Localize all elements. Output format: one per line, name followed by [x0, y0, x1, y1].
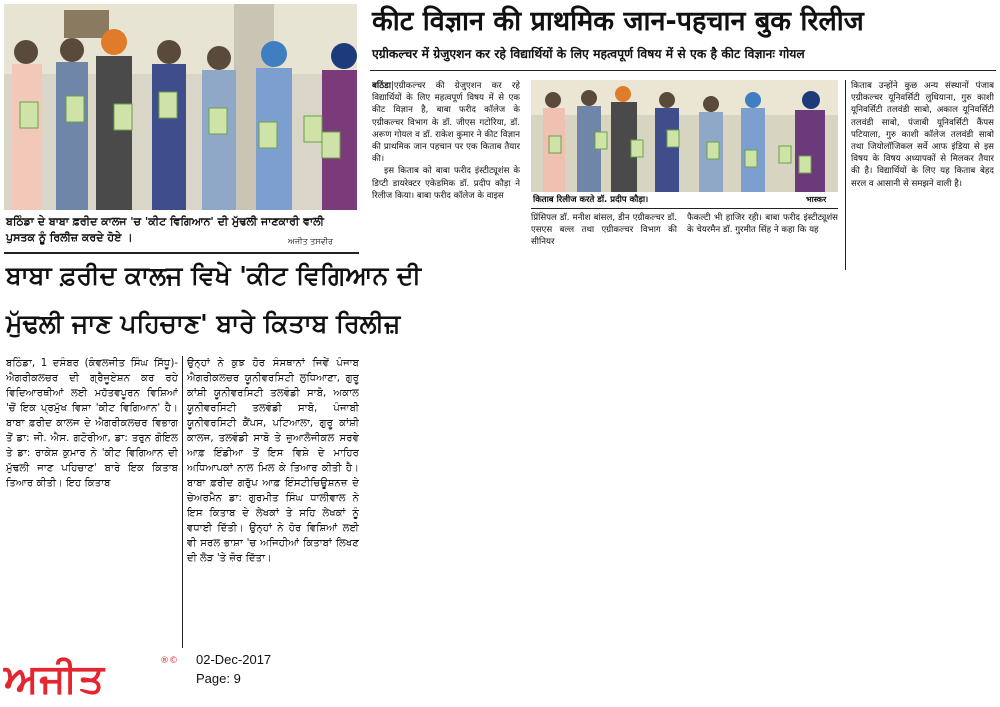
hindi-column-1-para2: इस किताब को बाबा फरीद इंस्टीट्यूशंस के डिप्टी डायरेक्टर एकेडमिक डॉ. प्रदीप कौड़ा ने रिलीज किया। बाबा फरीद कॉलेज के वाइस — [372, 166, 520, 201]
ajit-logo: ਅਜੀਤ — [4, 656, 106, 702]
book-release-group-photo — [4, 4, 357, 210]
punjabi-photo-caption-text: ਬਠਿੰਡਾ ਦੇ ਬਾਬਾ ਫ਼ਰੀਦ ਕਾਲਜ 'ਚ 'ਕੀਟ ਵਿਗਿਆਨ' ਦੀ ਮੁੱਢਲੀ ਜਾਣਕਾਰੀ ਵਾਲੀ ਪੁਸਤਕ ਨੂੰ ਰਿਲੀਜ਼ ਕਰਦੇ ਹੋਏ । — [6, 215, 324, 244]
punjabi-column-divider — [182, 356, 183, 648]
punjabi-headline-line1: ਬਾਬਾ ਫ਼ਰੀਦ ਕਾਲਜ ਵਿਖੇ 'ਕੀਟ ਵਿਗਿਆਨ ਦੀ — [6, 261, 421, 290]
hindi-column-1-body: एग्रीकल्चर की ग्रेजुएशन कर रहे विद्यार्थियों के लिए महत्वपूर्ण विषय में से एक कीट विज्ञान है, बाबा फरीद कॉलेज के एग्रीकल्चर विभाग के डॉ. जीएस गटोरिया, डॉ. अरूण गोयल व डॉ. राकेश कुमार ने कीट विज्ञान की प्राथमिक जान पहचान पर एक किताब तैयार की। — [372, 81, 520, 165]
ajit-logo-mark: ®© — [160, 656, 178, 666]
page-number: Page: 9 — [196, 671, 241, 686]
punjabi-photo-credit: ਅਜੀਤ ਤਸਵੀਰ — [288, 237, 333, 246]
edition-date: 02-Dec-2017 — [196, 652, 272, 667]
hindi-headline: कीट विज्ञान की प्राथमिक जान-पहचान बुक रिलीज — [372, 6, 864, 37]
hindi-bottom-column-1: प्रिंसिपल डॉ. मनीश बांसल, डीन एग्रीकल्चर डॉ. एसएस बल्ल तथा एग्रीकल्चर विभाग की सीनियर — [531, 213, 677, 248]
hindi-bottom-column-2: फैकल्टी भी हाजिर रही। बाबा फरीद इंस्टीट्यूशंस के चेयरमैन डॉ. गुरमीत सिंह ने कहा कि यह — [687, 213, 838, 236]
punjabi-caption-rule — [4, 252, 359, 254]
hindi-subheadline: एग्रीकल्चर में ग्रेजुएशन कर रहे विद्यार्थियों के लिए महत्वपूर्ण विषय में से एक है कीट विज्ञानः गोयल — [372, 47, 805, 61]
hindi-caption-rule — [531, 208, 838, 209]
hindi-photo-credit: भास्कर — [806, 195, 827, 204]
hindi-column-1: बठिंडा|एग्रीकल्चर की ग्रेजुएशन कर रहे विद्यार्थियों के लिए महत्वपूर्ण विषय में से एक कीट विज्ञान है, बाबा फरीद कॉलेज के एग्रीकल्चर विभाग के डॉ. जीएस गटोरिया, डॉ. अरूण गोयल व डॉ. राकेश कुमार ने कीट विज्ञान की प्राथमिक जान पहचान पर एक किताब तैयार की। इस किताब को बाबा फरीद इंस्टीट्यूशंस के डिप्टी डायरेक्टर एकेडमिक डॉ. प्रदीप कौड़ा ने रिलीज किया। बाबा फरीद कॉलेज के वाइस — [372, 81, 520, 201]
hindi-column-divider — [845, 80, 846, 270]
punjabi-column-1: ਬਠਿੰਡਾ, 1 ਦਸੰਬਰ (ਕੰਵਲਜੀਤ ਸਿੰਘ ਸਿੱਧੂ)-ਐਗਰੀਕਲਚਰ ਦੀ ਗ੍ਰੈਜੂਏਸ਼ਨ ਕਰ ਰਹੇ ਵਿਦਿਆਰਥੀਆਂ ਲਈ ਮਹੱਤਵਪੂਰਨ ਵਿਸ਼ਿਆਂ 'ਚੋਂ ਇਕ ਪ੍ਰਮੁੱਖ ਵਿਸ਼ਾ 'ਕੀਟ ਵਿਗਿਆਨ' ਹੈ। ਬਾਬਾ ਫ਼ਰੀਦ ਕਾਲਜ ਦੇ ਐਗਰੀਕਲਚਰ ਵਿਭਾਗ ਤੋਂ ਡਾ: ਜੀ. ਐਸ. ਗਟੋਰੀਆ, ਡਾ: ਤਰੁਨ ਗੋਇਲ ਤੇ ਡਾ: ਰਾਕੇਸ਼ ਕੁਮਾਰ ਨੇ 'ਕੀਟ ਵਿਗਿਆਨ ਦੀ ਮੁੱਢਲੀ ਜਾਣ ਪਹਿਚਾਣ' ਬਾਰੇ ਇਕ ਕਿਤਾਬ ਤਿਆਰ ਕੀਤੀ। ਇਹ ਕਿਤਾਬ — [6, 358, 178, 489]
punjabi-headline-line2: ਮੁੱਢਲੀ ਜਾਣ ਪਹਿਚਾਣ' ਬਾਰੇ ਕਿਤਾਬ ਰਿਲੀਜ਼ — [6, 309, 401, 338]
punjabi-column-2: ਉਨ੍ਹਾਂ ਨੇ ਕੁਝ ਹੋਰ ਸੰਸਥਾਨਾਂ ਜਿਵੇਂ ਪੰਜਾਬ ਐਗਰੀਕਲਚਰ ਯੂਨੀਵਰਸਿਟੀ ਲੁਧਿਆਣਾ, ਗੁਰੂ ਕਾਂਸ਼ੀ ਯੂਨੀਵਰਸਿਟੀ ਤਲਵੰਡੀ ਸਾਬੋ, ਅਕਾਲ ਯੂਨੀਵਰਸਿਟੀ ਤਲਵੰਡੀ ਸਾਬੋ, ਪੰਜਾਬੀ ਯੂਨੀਵਰਸਿਟੀ ਕੈਂਪਸ, ਪਟਿਆਲਾ, ਗੁਰੂ ਕਾਂਸ਼ੀ ਕਾਲਜ, ਤਲਵੰਡੀ ਸਾਬੋ ਤੇ ਜ਼ੁਆਲੋਜੀਕਲ ਸਰਵੇ ਆਫ਼ ਇੰਡੀਆ ਤੋਂ ਇਸ ਵਿਸ਼ੇ ਦੇ ਮਾਹਿਰ ਅਧਿਆਪਕਾਂ ਨਾਲ ਮਿਲ ਕੇ ਤਿਆਰ ਕੀਤੀ ਹੈ। ਬਾਬਾ ਫ਼ਰੀਦ ਗਰੁੱਪ ਆਫ਼ ਇੰਸਟੀਚਿਊਸ਼ਨਜ਼ ਦੇ ਚੇਅਰਮੈਨ ਡਾ: ਗੁਰਮੀਤ ਸਿੰਘ ਧਾਲੀਵਾਲ ਨੇ ਇਸ ਕਿਤਾਬ ਦੇ ਲੇਖਕਾਂ ਤੇ ਸਹਿ ਲੇਖਕਾਂ ਨੂੰ ਵਧਾਈ ਦਿੱਤੀ। ਉਨ੍ਹਾਂ ਨੇ ਹੋਰ ਵਿਸ਼ਿਆਂ ਲਈ ਵੀ ਸਰਲ ਭਾਸ਼ਾ 'ਚ ਅਜਿਹੀਆਂ ਕਿਤਾਬਾਂ ਲਿਖਣ ਦੀ ਲੋੜ 'ਤੇ ਜ਼ੋਰ ਦਿੱਤਾ। — [187, 358, 359, 564]
hindi-book-release-photo — [531, 80, 838, 192]
hindi-header-rule — [370, 70, 996, 71]
hindi-photo-caption: किताब रिलीज करते डॉ. प्रदीप कौड़ा। — [533, 195, 649, 205]
hindi-article-photo — [531, 80, 838, 192]
hindi-column-3: किताब उन्होंने कुछ अन्य संस्थानों पंजाब एग्रीकल्चर यूनिवर्सिटी लुधियाना, गुरु काशी यूनिवर्सिटी तलवंडी साबो, अकाल यूनिवर्सिटी तलवंडी साबो, पंजाबी यूनिवर्सिटी कैंपस पटियाला, गुरु काशी कॉलेज तलवंडी साबो तथा जियोलॉजिकल सर्वे आफ इंडिया से इस विषय के विषय अध्यापकों से मिलकर तैयार की है। विद्यार्थियों के लिए यह किताब बेहद सरल व आसानी से समझने वाली है। — [851, 81, 994, 189]
punjabi-article-photo — [4, 4, 357, 210]
hindi-dateline: बठिंडा — [372, 81, 391, 91]
